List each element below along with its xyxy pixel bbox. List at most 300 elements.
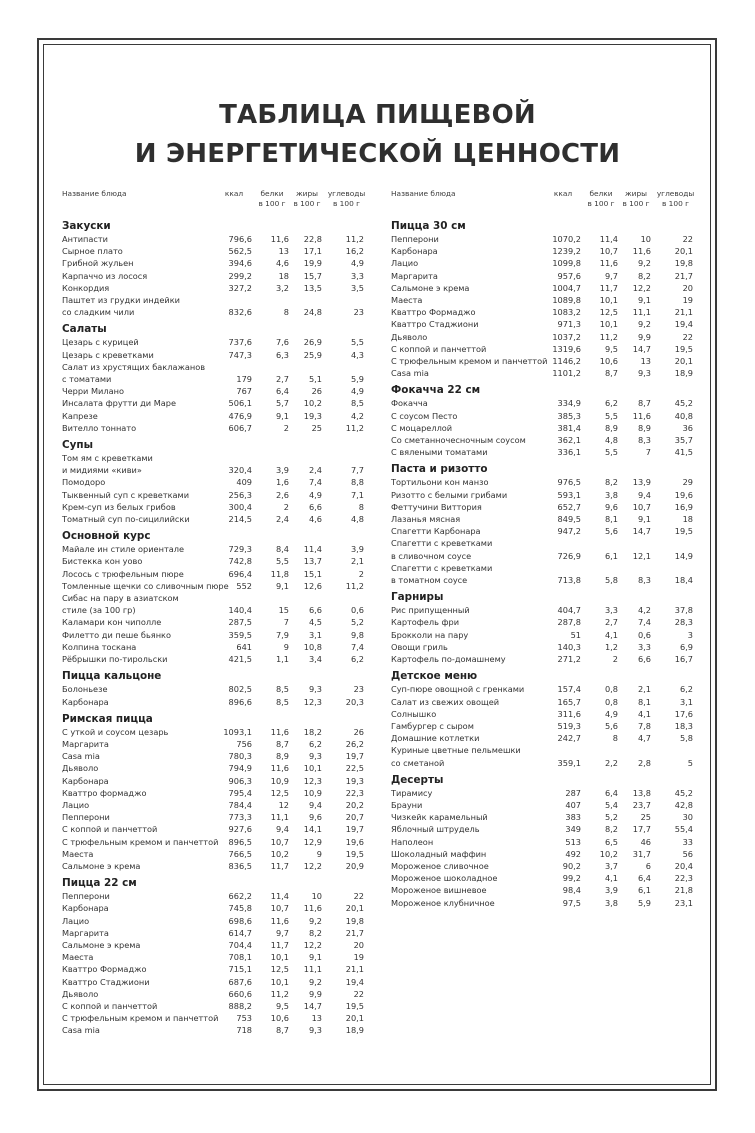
- dish-row: [62, 294, 369, 318]
- dish-row: [62, 653, 369, 665]
- dish-name-line: С соусом Песто: [391, 410, 458, 421]
- section-title: Закуски: [62, 220, 111, 232]
- protein-value: 9,7: [275, 927, 289, 938]
- dish-name-line: С трюфельным кремом и панчеттой: [62, 836, 219, 847]
- fat-value: 22,8: [303, 234, 322, 244]
- carbs-value: 19,6: [674, 489, 693, 500]
- kcal-value: 796,6: [228, 234, 252, 244]
- dish-name-line: С уткой и соусом цезарь: [62, 726, 169, 737]
- fat-value: 9,2: [308, 915, 322, 926]
- section-title: Основной курс: [62, 530, 151, 543]
- protein-value: 8,2: [604, 477, 618, 488]
- protein-value: 9,1: [275, 580, 289, 591]
- kcal-value: 271,2: [557, 654, 581, 665]
- carbs-value: 9,8: [350, 629, 364, 640]
- dish-row: [391, 787, 698, 799]
- dish-name-line: Маргарита: [62, 927, 109, 938]
- dish-row: [62, 799, 369, 811]
- protein-value: 8,7: [604, 368, 618, 379]
- section-title: Пицца 30 см: [391, 220, 466, 232]
- fat-value: 4,6: [308, 514, 322, 525]
- dish-name-line: Капрезе: [62, 410, 98, 421]
- dish-name-line: С коппой и панчеттой: [391, 343, 487, 354]
- kcal-value: 729,3: [228, 544, 252, 555]
- protein-value: 9,1: [275, 410, 289, 421]
- dish-name-line: Рёбрышки по-тирольски: [62, 654, 168, 665]
- carbs-value: 26: [353, 726, 364, 737]
- carbs-value: 6,2: [350, 654, 364, 665]
- protein-value: 0,8: [604, 696, 618, 707]
- dish-row: [62, 361, 369, 385]
- kcal-value: 687,6: [228, 976, 252, 987]
- dish-row: [391, 537, 698, 561]
- section-title: Десерты: [391, 773, 444, 786]
- dish-row: [391, 744, 698, 768]
- dish-row: [391, 616, 698, 628]
- kcal-value: 1146,2: [552, 356, 581, 367]
- dish-row: [391, 811, 698, 823]
- carbs-value: 21,1: [674, 307, 693, 318]
- fat-value: 46: [640, 836, 651, 847]
- dish-name-line: Маеста: [391, 295, 423, 306]
- kcal-value: 287: [565, 787, 581, 798]
- dish-name-line: Тортильони кон манзо: [391, 477, 489, 488]
- carbs-value: 19,7: [345, 824, 364, 835]
- dish-row: [391, 501, 698, 513]
- dish-name-line: Помодоро: [62, 477, 106, 488]
- dish-name-line: Кваттро Формаджо: [62, 964, 147, 975]
- carbs-value: 11,2: [345, 580, 364, 591]
- protein-value: 8,5: [275, 684, 289, 695]
- carbs-value: 22: [682, 234, 693, 244]
- dish-name-line: Сальмоне э крема: [391, 282, 470, 293]
- kcal-value: 320,4: [228, 465, 252, 476]
- dish-name-line: Филетто ди пеше бьянко: [62, 629, 172, 640]
- carbs-value: 19,6: [345, 836, 364, 847]
- dish-row: [391, 696, 698, 708]
- protein-value: 9,5: [604, 343, 618, 354]
- dish-row: [62, 489, 369, 501]
- menu-section: [391, 462, 698, 586]
- fat-value: 6,6: [308, 501, 322, 512]
- dish-name-line: Мороженое вишневое: [391, 885, 487, 896]
- dish-name-line: Сырное плато: [62, 246, 123, 257]
- dish-row: [62, 543, 369, 555]
- fat-value: 4,9: [308, 489, 322, 500]
- dish-row: [391, 476, 698, 488]
- carbs-value: 16,9: [674, 501, 693, 512]
- carbs-value: 40,8: [674, 410, 693, 421]
- dish-row: [391, 629, 698, 641]
- section-title: Фокачча 22 см: [391, 384, 481, 397]
- kcal-value: 767: [236, 386, 252, 397]
- dish-name-line: Casa mia: [391, 368, 429, 379]
- fat-value: 9,1: [637, 514, 651, 525]
- fat-value: 9,9: [308, 988, 322, 999]
- protein-value: 13: [278, 246, 289, 257]
- protein-value: 10,7: [270, 903, 289, 914]
- dish-row: [391, 513, 698, 525]
- dish-name-line: Карбонара: [62, 775, 109, 786]
- fat-value: 4,5: [308, 617, 322, 628]
- carbs-value: 6,9: [679, 641, 693, 652]
- dish-row: [391, 331, 698, 343]
- protein-value: 10,1: [599, 295, 618, 306]
- section-title: Супы: [62, 439, 93, 452]
- fat-value: 5,9: [637, 897, 651, 908]
- dish-row: [62, 592, 369, 616]
- carbs-value: 5,2: [350, 617, 364, 628]
- protein-value: 12,5: [270, 787, 289, 798]
- dish-name-line: Спагетти с креветками: [391, 538, 493, 549]
- dish-name-line: в сливочном соусе: [391, 550, 472, 561]
- carbs-value: 5,9: [350, 374, 364, 385]
- fat-value: 11,6: [632, 410, 651, 421]
- dish-name-line: Карбонара: [62, 696, 109, 707]
- fat-value: 11,1: [632, 307, 651, 318]
- kcal-value: 888,2: [228, 1000, 252, 1011]
- dish-name-line: Шоколадный маффин: [391, 848, 487, 859]
- dish-row: [62, 762, 369, 774]
- dish-row: [391, 410, 698, 422]
- kcal-value: 696,4: [228, 568, 252, 579]
- dish-row: [391, 836, 698, 848]
- carbs-value: 19,4: [345, 976, 364, 987]
- section-title: Пицца 22 см: [62, 877, 137, 890]
- kcal-value: 742,8: [228, 556, 252, 567]
- dish-row: [62, 927, 369, 939]
- carbs-value: 11,2: [345, 422, 364, 433]
- fat-value: 11,6: [303, 903, 322, 914]
- carbs-value: 22: [353, 891, 364, 902]
- carbs-value: 45,2: [674, 398, 693, 409]
- fat-value: 12,2: [632, 282, 651, 293]
- title-line-1: ТАБЛИЦА ПИЩЕВОЙ: [219, 100, 536, 130]
- fat-value: 10,7: [632, 501, 651, 512]
- carbs-value: 4,3: [350, 349, 364, 360]
- dish-name-line: Ризотто с белыми грибами: [391, 489, 508, 500]
- kcal-value: 713,8: [557, 575, 581, 586]
- dish-name-line: Инсалата фрутти ди Маре: [62, 398, 177, 409]
- dish-name-line: Мороженое клубничное: [391, 897, 495, 908]
- carbs-value: 20,7: [345, 812, 364, 823]
- dish-row: [391, 884, 698, 896]
- carbs-value: 18,9: [345, 1025, 364, 1036]
- protein-value: 9,6: [604, 501, 618, 512]
- dish-row: [62, 641, 369, 653]
- protein-value: 7,6: [275, 337, 289, 348]
- protein-value: 0,8: [604, 684, 618, 695]
- fat-value: 24,8: [303, 307, 322, 318]
- carbs-value: 33: [682, 836, 693, 847]
- kcal-value: 140,4: [228, 605, 252, 616]
- fat-value: 15,7: [303, 270, 322, 281]
- dish-name-line: Гамбургер с сыром: [391, 720, 474, 731]
- dish-name-line: Черри Милано: [62, 386, 124, 397]
- fat-value: 13,9: [632, 477, 651, 488]
- fat-value: 2,4: [308, 465, 322, 476]
- fat-value: 12,6: [303, 580, 322, 591]
- fat-value: 11,6: [632, 246, 651, 257]
- protein-value: 11,6: [270, 915, 289, 926]
- dish-row: [391, 257, 698, 269]
- carbs-value: 5: [687, 757, 693, 768]
- fat-value: 6,2: [308, 738, 322, 749]
- fat-value: 10,1: [303, 763, 322, 774]
- protein-value: 11,6: [270, 726, 289, 737]
- kcal-value: 836,5: [228, 860, 252, 871]
- kcal-value: 404,7: [557, 605, 581, 616]
- carbs-value: 20,1: [674, 246, 693, 257]
- dish-row: [391, 306, 698, 318]
- protein-value: 9,7: [604, 270, 618, 281]
- protein-value: 18: [278, 270, 289, 281]
- fat-value: 8,7: [637, 398, 651, 409]
- protein-value: 6,4: [604, 787, 618, 798]
- dish-row: [391, 525, 698, 537]
- kcal-value: 718: [236, 1025, 252, 1036]
- fat-value: 13,8: [632, 787, 651, 798]
- fat-value: 5,1: [308, 374, 322, 385]
- dish-row: [62, 775, 369, 787]
- fat-value: 26: [311, 386, 322, 397]
- column-header: [391, 189, 698, 215]
- kcal-value: 715,1: [228, 964, 252, 975]
- kcal-value: 773,3: [228, 812, 252, 823]
- kcal-value: 947,2: [557, 526, 581, 537]
- protein-value: 11,7: [270, 939, 289, 950]
- protein-value: 8: [283, 307, 289, 318]
- dish-name-line: Том ям с креветками: [62, 453, 153, 464]
- dish-name-line: Карбонара: [391, 246, 438, 257]
- kcal-value: 737,6: [228, 337, 252, 348]
- fat-value: 7: [645, 447, 651, 458]
- dish-name-line: Пепперони: [62, 891, 110, 902]
- section-title: Римская пицца: [62, 712, 153, 725]
- fat-value: 18,2: [303, 726, 322, 737]
- dish-row: [391, 872, 698, 884]
- fat-value: 7,4: [637, 617, 651, 628]
- dish-row: [391, 683, 698, 695]
- carbs-value: 23: [353, 684, 364, 695]
- fat-value: 9,6: [308, 812, 322, 823]
- fat-value: 7,8: [637, 720, 651, 731]
- dish-row: [62, 951, 369, 963]
- fat-value: 25,9: [303, 349, 322, 360]
- protein-value: 10,1: [270, 976, 289, 987]
- fat-value: 2,1: [637, 684, 651, 695]
- protein-value: 4,8: [604, 435, 618, 446]
- fat-value: 3,3: [637, 641, 651, 652]
- kcal-value: 802,5: [228, 684, 252, 695]
- carbs-value: 8,8: [350, 477, 364, 488]
- carbs-value: 22: [682, 331, 693, 342]
- dish-row: [62, 750, 369, 762]
- protein-value: 1,2: [604, 641, 618, 652]
- carbs-value: 20: [682, 282, 693, 293]
- protein-value: 8,7: [275, 1025, 289, 1036]
- carbs-value: 20: [353, 939, 364, 950]
- dish-name-line: Кваттро формаджо: [62, 787, 147, 798]
- carbs-value: 4,8: [350, 514, 364, 525]
- protein-value: 10,9: [270, 775, 289, 786]
- protein-value: 11,6: [599, 258, 618, 269]
- carbs-value: 8,5: [350, 398, 364, 409]
- kcal-value: 562,5: [228, 246, 252, 257]
- dish-name-line: С вялеными томатами: [391, 447, 488, 458]
- fat-value: 4,1: [637, 708, 651, 719]
- dish-row: [391, 343, 698, 355]
- protein-value: 8: [612, 733, 618, 744]
- carbs-value: 4,2: [350, 410, 364, 421]
- fat-value: 8,3: [637, 435, 651, 446]
- protein-value: 15: [278, 605, 289, 616]
- dish-name-line: Картофель фри: [391, 617, 460, 628]
- dish-name-line: Картофель по-домашнему: [391, 654, 506, 665]
- protein-value: 5,5: [604, 410, 618, 421]
- dish-row: [62, 501, 369, 513]
- carbs-value: 37,8: [674, 605, 693, 616]
- protein-value: 2,7: [604, 617, 618, 628]
- carbs-value: 21,7: [674, 270, 693, 281]
- carbs-value: 19,8: [674, 258, 693, 269]
- dish-name-line: С моцареллой: [391, 422, 453, 433]
- protein-value: 1,6: [275, 477, 289, 488]
- dish-name-line: Крем-суп из белых грибов: [62, 501, 176, 512]
- dish-name-line: Карпаччо из лосося: [62, 270, 148, 281]
- dish-row: [391, 860, 698, 872]
- dish-row: [391, 270, 698, 282]
- dish-row: [62, 616, 369, 628]
- dish-name-line: Бистекка кон уово: [62, 556, 143, 567]
- fat-value: 13: [311, 1013, 322, 1024]
- kcal-value: 747,3: [228, 349, 252, 360]
- fat-value: 13,5: [303, 282, 322, 293]
- dish-name-line: стиле (за 100 гр): [62, 605, 136, 616]
- carbs-value: 7,1: [350, 489, 364, 500]
- carbs-value: 20,2: [345, 799, 364, 810]
- carbs-value: 19: [353, 952, 364, 963]
- dish-name-line: Мороженое сливочное: [391, 860, 489, 871]
- dish-name-line: Лацио: [391, 258, 419, 269]
- fat-value: 19,9: [303, 258, 322, 269]
- menu-section: [62, 529, 369, 665]
- carbs-value: 35,7: [674, 435, 693, 446]
- carbs-value: 3,1: [679, 696, 693, 707]
- kcal-value: 1099,8: [552, 258, 581, 269]
- protein-value: 3,3: [604, 605, 618, 616]
- fat-value: 26,9: [303, 337, 322, 348]
- protein-value: 4,1: [604, 873, 618, 884]
- protein-value: 11,1: [270, 812, 289, 823]
- protein-value: 11,2: [270, 988, 289, 999]
- fat-value: 8,1: [637, 696, 651, 707]
- carbs-value: 3,5: [350, 282, 364, 293]
- protein-value: 4,9: [604, 708, 618, 719]
- dish-name-line: С трюфельным кремом и панчеттой: [62, 1013, 219, 1024]
- fat-value: 17,1: [303, 246, 322, 257]
- protein-value: 5,5: [604, 447, 618, 458]
- carbs-value: 30: [682, 812, 693, 823]
- dish-row: [62, 848, 369, 860]
- dish-name-line: Паштет из грудки индейки: [62, 295, 180, 306]
- protein-value: 3,8: [604, 897, 618, 908]
- carbs-value: 28,3: [674, 617, 693, 628]
- dish-row: [391, 732, 698, 744]
- dish-name-line: Конкордия: [62, 282, 110, 293]
- menu-section: [391, 383, 698, 458]
- dish-name-line: С коппой и панчеттой: [62, 824, 158, 835]
- dish-name-line: Лацио: [62, 915, 90, 926]
- fat-value: 6,6: [637, 654, 651, 665]
- kcal-value: 140,3: [557, 641, 581, 652]
- carbs-value: 18: [682, 514, 693, 525]
- kcal-value: 971,3: [557, 319, 581, 330]
- fat-value: 12,3: [303, 775, 322, 786]
- dish-name-line: Рис припущенный: [391, 605, 470, 616]
- kcal-value: 849,5: [557, 514, 581, 525]
- carbs-value: 6,2: [679, 684, 693, 695]
- dish-row: [391, 318, 698, 330]
- kcal-value: 513: [565, 836, 581, 847]
- dish-name-line: Солнышко: [391, 708, 437, 719]
- kcal-value: 795,4: [228, 787, 252, 798]
- fat-value: 9,3: [308, 684, 322, 695]
- kcal-value: 660,6: [228, 988, 252, 999]
- dish-name-line: Кваттро Стаджиони: [391, 319, 479, 330]
- dish-name-line: Спагетти с креветками: [391, 562, 493, 573]
- header-protein: белки в 100 г: [258, 189, 286, 208]
- carbs-value: 20,1: [345, 1013, 364, 1024]
- dish-row: [391, 245, 698, 257]
- carbs-value: 20,1: [674, 356, 693, 367]
- protein-value: 11,6: [270, 763, 289, 774]
- protein-value: 2: [283, 422, 289, 433]
- protein-value: 10,6: [599, 356, 618, 367]
- dish-name-line: Лазанья мясная: [391, 514, 461, 525]
- fat-value: 4,2: [637, 605, 651, 616]
- fat-value: 14,1: [303, 824, 322, 835]
- carbs-value: 14,9: [674, 550, 693, 561]
- kcal-value: 896,5: [228, 836, 252, 847]
- kcal-value: 421,5: [228, 654, 252, 665]
- kcal-value: 753: [236, 1013, 252, 1024]
- dish-name-line: Томатный суп по-сицилийски: [62, 514, 190, 525]
- protein-value: 8,5: [275, 696, 289, 707]
- kcal-value: 157,4: [557, 684, 581, 695]
- carbs-value: 7,4: [350, 641, 364, 652]
- dish-name-line: Пепперони: [62, 812, 110, 823]
- dish-name-line: с томатами: [62, 374, 112, 385]
- dish-name-line: Томленные щечки со сливочным пюре: [62, 580, 229, 591]
- kcal-value: 256,3: [228, 489, 252, 500]
- fat-value: 25: [311, 422, 322, 433]
- protein-value: 7: [283, 617, 289, 628]
- dish-row: [391, 355, 698, 367]
- dish-row: [62, 555, 369, 567]
- dish-row: [62, 976, 369, 988]
- protein-value: 8,9: [604, 422, 618, 433]
- protein-value: 5,7: [275, 398, 289, 409]
- dish-row: [62, 397, 369, 409]
- column-header: [62, 189, 369, 215]
- dish-name-line: Маеста: [62, 848, 94, 859]
- protein-value: 9: [283, 641, 289, 652]
- carbs-value: 3,9: [350, 544, 364, 555]
- dish-name-line: Брауни: [391, 799, 423, 810]
- dish-row: [62, 787, 369, 799]
- dish-row: [391, 233, 698, 245]
